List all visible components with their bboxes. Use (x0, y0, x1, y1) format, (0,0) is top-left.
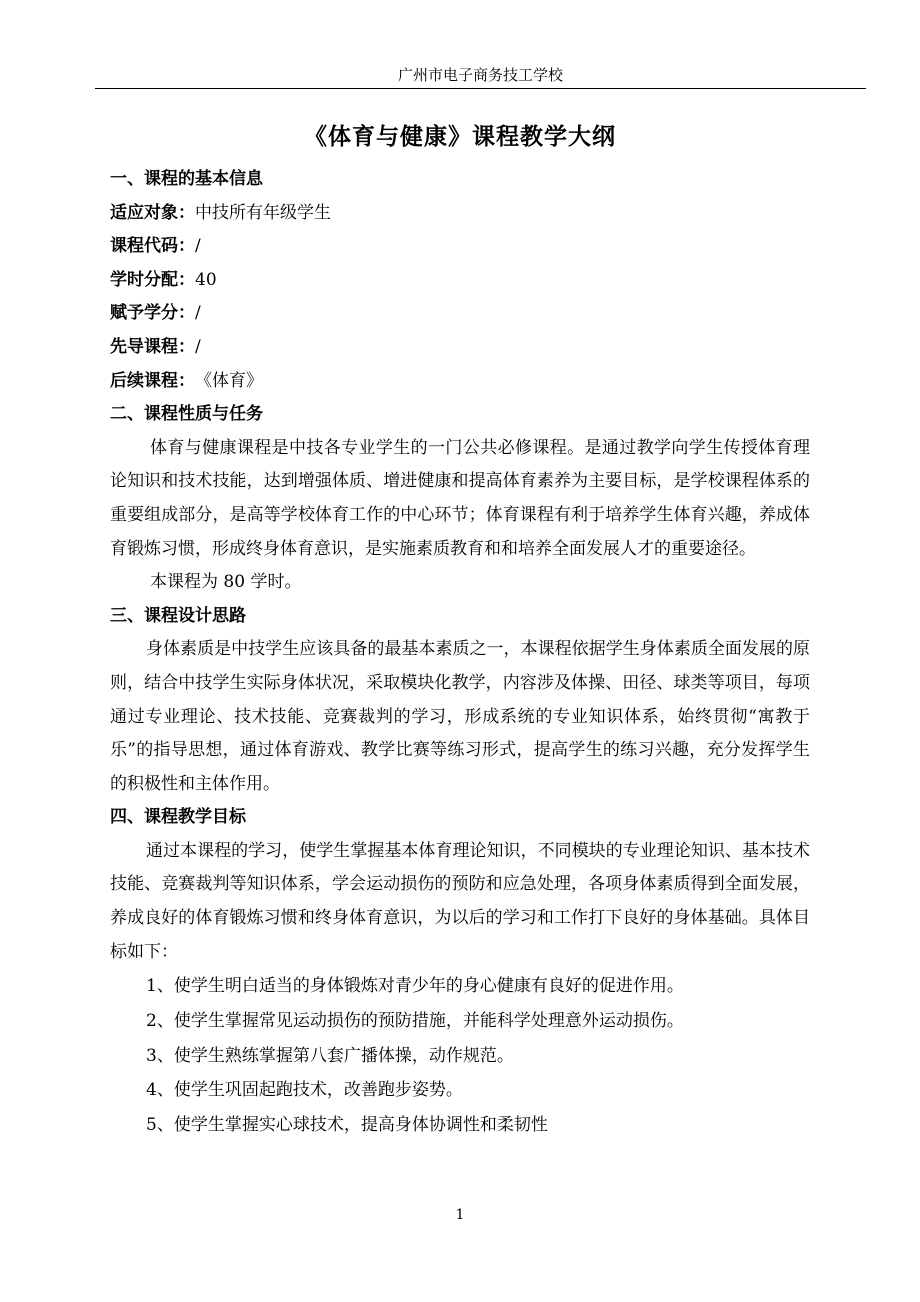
section-1-heading: 一、课程的基本信息 (110, 169, 263, 189)
goal-item: 2、使学生掌握常见运动损伤的预防措施，并能科学处理意外运动损伤。 (146, 1010, 684, 1031)
info-label: 赋予学分： (110, 303, 195, 324)
section-3-paragraph: 身体素质是中技学生应该具备的最基本素质之一，本课程依据学生身体素质全面发展的原则，结合中技学生实际身体状况，采取模块化教学，内容涉及体操、田径、球类等项目，每项通过专业理论、技术技能、竞赛裁判的学习，形成系统的专业知识体系，始终贯彻“寓教于乐”的指导思想，通过体育游戏、教学比赛等练习形式，提高学生的练习兴趣，充分发挥学生的积极性和主体作用。 (110, 639, 810, 794)
page-header (95, 62, 866, 89)
goal-item: 4、使学生巩固起跑技术，改善跑步姿势。 (146, 1080, 463, 1101)
document-body (110, 163, 810, 1143)
info-row-prereq (110, 331, 810, 365)
info-label: 后续课程： (110, 370, 187, 391)
goal-item: 5、使学生掌握实心球技术，提高身体协调性和柔韧性 (146, 1115, 548, 1135)
document-title: 《体育与健康》课程教学大纲 (304, 124, 616, 150)
info-row-target (110, 197, 810, 231)
info-label: 先导课程： (110, 336, 195, 357)
info-value: 《体育》 (186, 370, 263, 391)
info-label: 学时分配： (110, 269, 195, 290)
section-2-paragraph: 体育与健康课程是中技各专业学生的一门公共必修课程。是通过教学向学生传授体育理论知识和技术技能，达到增强体质、增进健康和提高体育素养为主要目标，是学校课程体系的重要组成部分，是高等学校体育工作的中心环节；体育课程有利于培养学生体育兴趣，养成体育锻炼习惯，形成终身体育意识，是实施素质教育和和培养全面发展人才的重要途径。 (110, 437, 810, 559)
info-label: 适应对象： (110, 202, 195, 223)
goal-item: 3、使学生熟练掌握第八套广播体操，动作规范。 (146, 1045, 514, 1066)
section-2-heading: 二、课程性质与任务 (110, 404, 263, 425)
section-3-heading: 三、课程设计思路 (110, 605, 246, 626)
info-value: / (195, 236, 201, 257)
info-value: 中技所有年级学生 (195, 202, 331, 223)
info-row-code (110, 230, 810, 264)
section-2-hours-note: 本课程为 80 学时。 (150, 572, 302, 593)
section-4-heading: 四、课程教学目标 (110, 807, 246, 828)
info-row-credits (110, 297, 810, 331)
page-number: 1 (455, 1207, 465, 1223)
info-row-followup (110, 365, 810, 399)
info-row-hours (110, 264, 810, 298)
section-4-paragraph: 通过本课程的学习，使学生掌握基本体育理论知识，不同模块的专业理论知识、基本技术技能、竞赛裁判等知识体系，学会运动损伤的预防和应急处理，各项身体素质得到全面发展，养成良好的体育锻炼习惯和终身体育意识，为以后的学习和工作打下良好的身体基础。具体目标如下： (110, 840, 810, 962)
info-value: 40 (195, 269, 217, 290)
info-label: 课程代码： (110, 236, 195, 257)
info-value: / (195, 303, 201, 324)
info-value: / (195, 336, 201, 357)
goal-item: 1、使学生明白适当的身体锻炼对青少年的身心健康有良好的促进作用。 (146, 976, 684, 997)
school-name: 广州市电子商务技工学校 (397, 66, 563, 84)
